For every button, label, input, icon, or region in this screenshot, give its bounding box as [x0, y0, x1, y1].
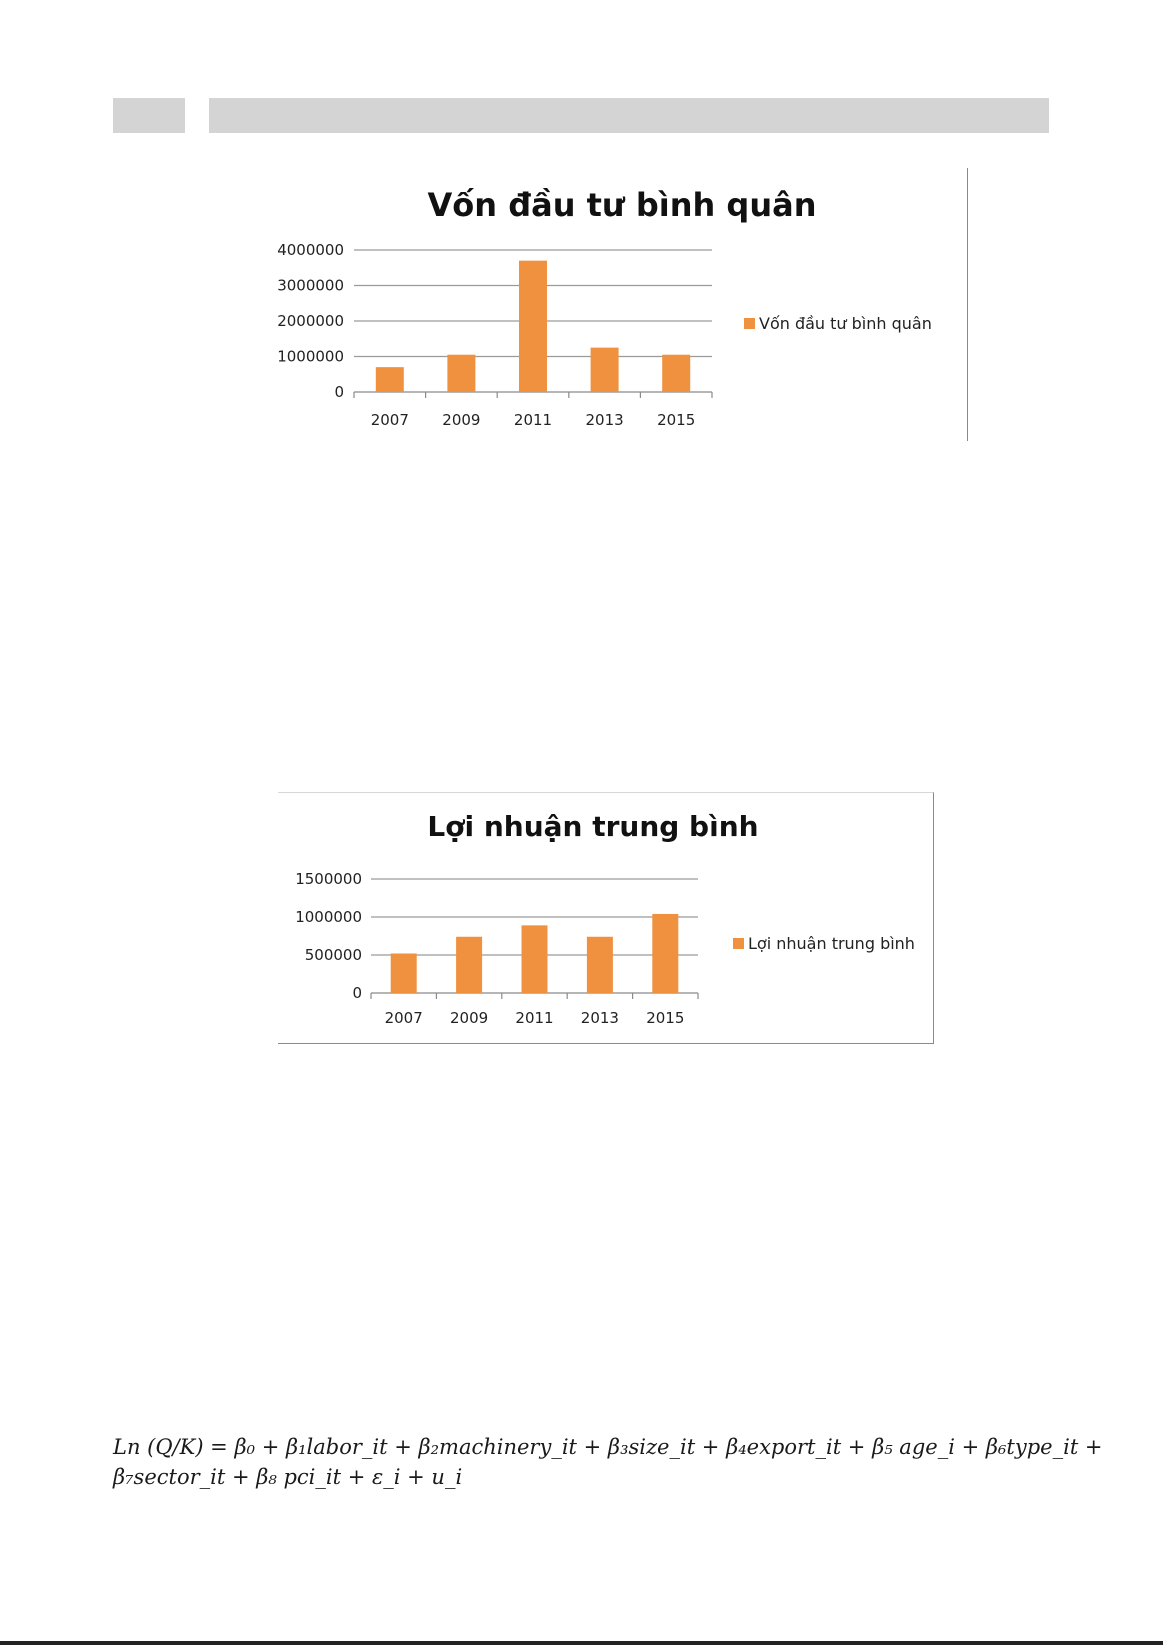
- y-tick-label: 3000000: [277, 276, 344, 295]
- y-tick-label: 4000000: [277, 241, 344, 259]
- x-tick-label: 2011: [515, 1009, 554, 1027]
- legend-label: Lợi nhuận trung bình: [748, 934, 915, 953]
- formula-line-1: Ln (Q/K) = β₀ + β₁labor_it + β₂machinery_it + β₃size_it + β₄export_it + β₅ age_i + β₆type_it +: [113, 1435, 1103, 1459]
- formula-line-2: β₇sector_it + β₈ pci_it + ε_i + u_i: [113, 1465, 463, 1489]
- legend-swatch: [744, 318, 755, 329]
- regression-formula: [113, 1432, 1103, 1492]
- y-tick-label: 0: [352, 984, 362, 1002]
- bar: [662, 355, 690, 392]
- x-tick-label: 2009: [450, 1009, 489, 1027]
- x-tick-label: 2015: [657, 411, 696, 429]
- bar: [591, 348, 619, 392]
- bar: [447, 355, 475, 392]
- chart-investment: [262, 168, 968, 441]
- y-tick-label: 1500000: [295, 870, 362, 888]
- y-tick-label: 0: [334, 383, 344, 401]
- bar: [391, 953, 417, 993]
- legend-label: Vốn đầu tư bình quân: [759, 314, 932, 333]
- chart-title: Lợi nhuận trung bình: [427, 810, 759, 843]
- bar: [522, 925, 548, 993]
- y-tick-label: 2000000: [277, 312, 344, 330]
- bar: [519, 261, 547, 392]
- bar: [456, 937, 482, 993]
- x-tick-label: 2013: [585, 411, 624, 429]
- chart-title: Vốn đầu tư bình quân: [427, 186, 817, 224]
- bar: [652, 914, 678, 993]
- y-tick-label: 1000000: [295, 908, 362, 926]
- chart-profit-frame: [278, 792, 934, 1044]
- x-tick-label: 2011: [513, 411, 553, 429]
- x-tick-label: 2007: [370, 411, 409, 429]
- header-bar-right: [209, 98, 1049, 133]
- chart-investment-frame: [262, 168, 968, 441]
- x-tick-label: 2007: [384, 1009, 423, 1027]
- bar: [376, 367, 404, 392]
- chart-profit: [278, 793, 934, 1045]
- legend-swatch: [733, 938, 744, 949]
- x-tick-label: 2015: [646, 1009, 685, 1027]
- y-tick-label: 500000: [304, 946, 362, 964]
- bar: [587, 937, 613, 993]
- header-bar-left: [113, 98, 185, 133]
- page-bottom-edge: [0, 1641, 1163, 1645]
- y-tick-label: 1000000: [277, 347, 344, 366]
- x-tick-label: 2009: [442, 411, 481, 429]
- x-tick-label: 2013: [580, 1009, 619, 1027]
